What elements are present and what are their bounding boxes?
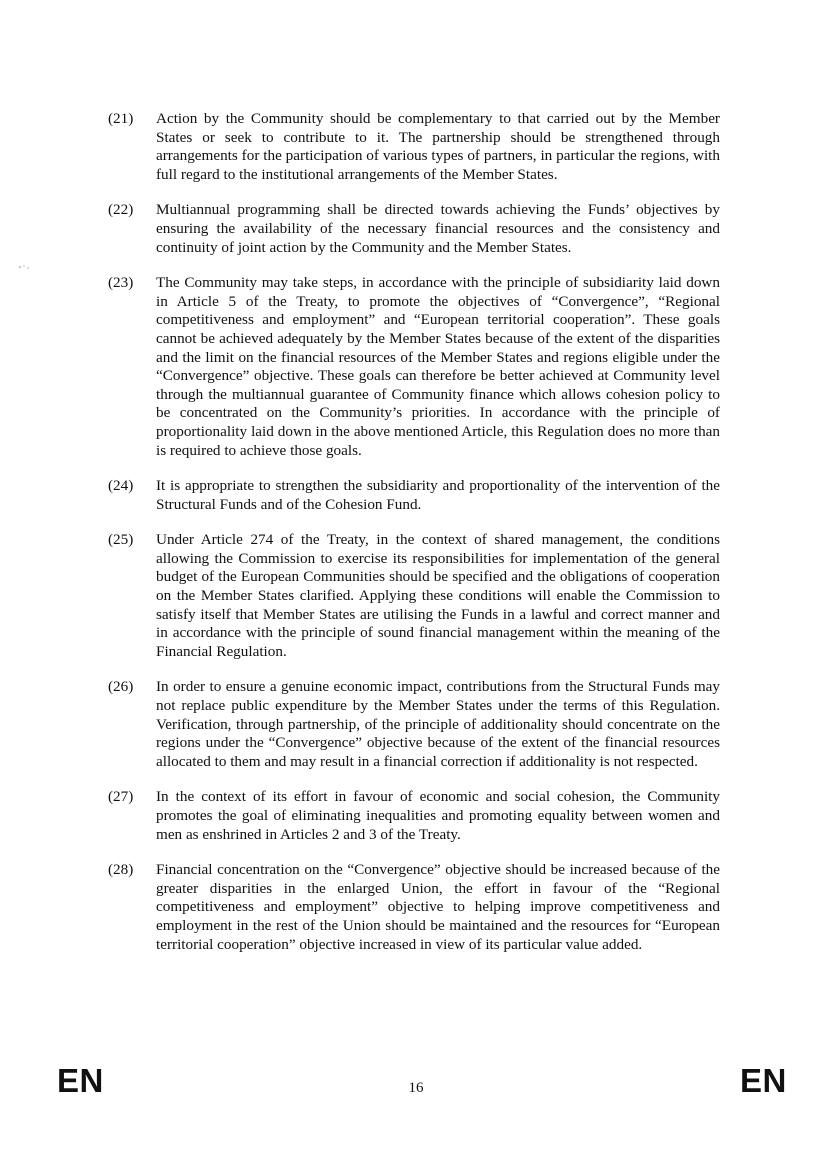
recital-text: In order to ensure a genuine economic impact, contributions from the Structural Funds may not replace public expenditure by the Member States under the terms of this Regulation. Verification, through partnership, of the principle of additionality should concentrate on the regions under the “Convergence” objective because of the extent of the financial resources allocated to them and may result in a financial correction if additionality is not respected. [156,678,720,770]
recital-item [108,477,720,514]
recital-item [108,110,720,184]
recital-item [108,861,720,954]
recital-number: (26) [108,678,134,696]
recital-text: Action by the Community should be complementary to that carried out by the Member States or seek to contribute to it. The partnership should be strengthened through arrangements for the participation of various types of partners, in particular the regions, with full regard to the institutional arrangements of the Member States. [156,110,720,183]
recital-item [108,788,720,844]
recital-text: Multiannual programming shall be directed towards achieving the Funds’ objectives by ensuring the availability of the necessary financial resources and the consistency and continuity of joint action by the Community and the Member States. [156,201,720,256]
footer-language-code-right: EN [740,1062,787,1099]
recital-number: (28) [108,861,134,879]
recital-number: (25) [108,531,134,549]
recital-number: (24) [108,477,134,495]
recital-item [108,201,720,257]
footer-language-code-left: EN [57,1062,104,1099]
recital-number: (21) [108,110,134,127]
scan-speck-mark [18,263,32,271]
recital-number: (22) [108,201,134,219]
recitals-list [108,110,720,971]
recital-item [108,531,720,661]
page-number: 16 [408,1080,424,1096]
recital-item [108,274,720,460]
recital-text: It is appropriate to strengthen the subsidiarity and proportionality of the intervention of the Structural Funds and of the Cohesion Fund. [156,477,720,513]
recital-number: (23) [108,274,134,292]
recital-text: The Community may take steps, in accordance with the principle of subsidiarity laid down in Article 5 of the Treaty, to promote the objectives of “Convergence”, “Regional competitiveness and employment” and “European territorial cooperation”. These goals cannot be achieved adequately by the Member States because of the extent of the disparities and the limit on the financial resources of the Member States and regions eligible under the “Convergence” objective. These goals can therefore be better achieved at Community level through the multiannual guarantee of Community finance which allows cohesion policy to be concentrated on the Community’s priorities. In accordance with the principle of proportionality laid down in the above mentioned Article, this Regulation does no more than is required to achieve those goals. [156,274,720,459]
recital-item [108,678,720,771]
recital-text: Financial concentration on the “Convergence” objective should be increased because of the greater disparities in the enlarged Union, the effort in favour of the “Regional competitiveness and employment” objective to helping improve competitiveness and employment in the rest of the Union should be maintained and the resources for “European territorial cooperation” objective increased in view of its particular value added. [156,861,720,953]
recital-text: Under Article 274 of the Treaty, in the context of shared management, the conditions allowing the Commission to exercise its responsibilities for implementation of the general budget of the European Communities should be specified and the obligations of cooperation on the Member States clarified. Applying these conditions will enable the Commission to satisfy itself that Member States are utilising the Funds in a lawful and correct manner and in accordance with the principle of sound financial management within the meaning of the Financial Regulation. [156,531,720,660]
recital-number: (27) [108,788,134,806]
recital-text: In the context of its effort in favour of economic and social cohesion, the Community promotes the goal of eliminating inequalities and promoting equality between women and men as enshrined in Articles 2 and 3 of the Treaty. [156,788,720,843]
